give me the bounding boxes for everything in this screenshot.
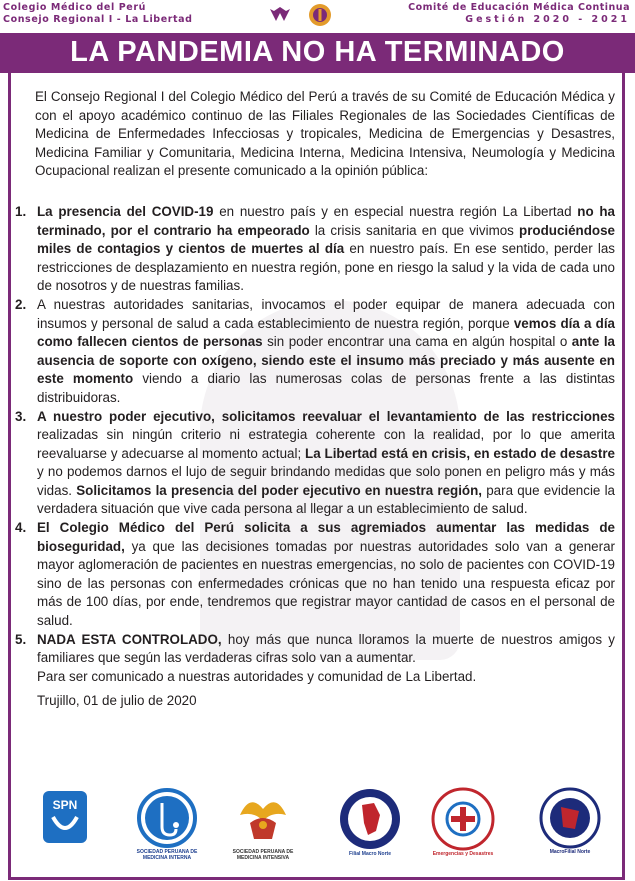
demand-text-bold: La Libertad está en crisis, en estado de desastre [305,445,615,461]
logo-spn [30,787,100,871]
demand-text: y no podemos darnos el lujo de seguir brindando medidas que solo ponen en peligro más y más vidas. [37,464,615,498]
dove-logo-icon [232,787,294,849]
demand-item [15,296,615,408]
logo-macrofilial-norte [535,787,605,871]
demand-text-bold: NADA ESTA CONTROLADO, [37,631,222,647]
emergency-seal-logo-icon [431,787,495,851]
demand-text-bold: El Colegio Médico del Perú solicita a sus agremiados aumentar las medidas de bioseguridad, [37,520,615,554]
internal-medicine-logo-icon [136,787,198,849]
demand-text-bold: La presencia del COVID-19 [37,203,214,219]
header-term: Gestión 2020 - 2021 [465,14,630,25]
demand-number: 4. [15,520,27,536]
header-right [408,2,630,26]
header-left [3,2,193,26]
cmp-logo-icon [268,3,292,27]
demand-text: viendo a diario las numerosas colas de personas frente a las distintas distribuidoras. [37,371,615,405]
intro-paragraph: El Consejo Regional I del Colegio Médico del Perú a través de su Comité de Educación Médica y con el apoyo académico continuo de las Filiales Regionales de las Sociedades Científicas de Medicina de Enfermedades Infecciosas y tropicales, Medicina de Emergencias y Desastres, Medicina Familiar y Comunitaria, Medicina Interna, Medicina Intensiva, Neumología y Medicina Ocupacional realizan el presente comunicado a la opinión pública: [35,89,615,179]
demand-text: sin poder encontrar una cama en algún hospital o [262,334,572,350]
demand-text-bold: vemos día a día como fallecen cientos de personas [37,315,616,350]
map-seal-logo-icon [338,787,402,851]
logo-internal-medicine [132,787,202,871]
demand-number: 3. [15,408,27,424]
sponsor-logos [0,787,635,877]
demand-text-bold: A nuestro poder ejecutivo, solicitamos reevaluar el levantamiento de las restricciones [37,408,615,424]
closing-line: Para ser comunicado a nuestras autoridades y comunidad de La Libertad. [37,668,477,684]
top-header [0,0,635,33]
demand-number: 2. [15,296,27,312]
date-line: Trujillo, 01 de julio de 2020 [37,693,197,709]
demand-text: A nuestras autoridades sanitarias, invocamos el poder equipar de manera adecuada con insumos y personal de salud a cada establecimiento de nuestra región, porque [37,296,615,331]
demand-text: realizadas sin ningún criterio ni estrategia coherente con la realidad, por lo que amerita reevaluarse y adecuarse al momento actual; [37,427,615,461]
demand-text: en nuestro país y en especial nuestra región La Libertad [213,203,578,219]
emergency-disaster-caption: Emergencias y Desastres [432,851,494,857]
spn-logo-text: SPN [52,798,78,812]
header-org-name: Colegio Médico del Perú [3,2,146,13]
macrofilial-seal-logo-icon [539,787,601,849]
logo-filial-macro-norte [335,787,405,871]
demand-item [15,203,615,296]
logo-emergency-disaster [428,787,498,871]
demand-text: la crisis sanitaria en que vivimos [309,222,520,238]
demand-text: ya que las decisiones tomadas por nuestras autoridades solo van a generar mayor aglomeración de pacientes en nuestras emergencias, no solo de pacientes con COVID-19 sino de las personas con enfermedades crónicas que no han tenido una respuesta eficaz por más de 100 días, por ende, tendremos que registrar mayor cantidad de casos en el personal de salud. [37,538,615,629]
demand-text-bold: Solicitamos la presencia del poder ejecutivo en nuestra región, [76,482,482,498]
demand-item [15,519,615,631]
header-committee-name: Comité de Educación Médica Continua [408,2,630,13]
spn-logo-icon [35,787,95,859]
header-council-name: Consejo Regional I - La Libertad [3,14,193,25]
demand-item [15,631,615,668]
title-banner [0,33,635,73]
intensive-medicine-caption: SOCIEDAD PERUANA DE MEDICINA INTENSIVA [232,849,294,861]
regional-council-seal-icon [308,3,332,27]
macrofilial-norte-caption: MacroFilial Norte [549,849,591,855]
logo-intensive-medicine [228,787,298,871]
page-title: LA PANDEMIA NO HA TERMINADO [70,36,565,68]
demand-number: 5. [15,631,27,647]
communique-body [15,88,615,711]
demand-item [15,408,615,520]
demand-text-bold: no ha terminado, por el contrario ha empeorado [37,203,615,238]
demand-text-bold: produciéndose miles de contagios y cientos de muertes al día [37,222,615,257]
demand-text: para que evidencie la verdadera situación que vive cada persona al llegar a un establecimiento de salud. [37,482,615,517]
demand-text: hoy más que nunca lloramos la muerte de nuestros amigos y familiares que según las verdaderas cifras solo van a aumentar. [37,631,615,666]
demand-text: en nuestro país. En ese sentido, perder las restricciones de desplazamiento en nuestra región, pone en riesgo la salud y la vida de cada uno de nosotros y de nuestras familias. [37,241,615,294]
internal-medicine-caption: SOCIEDAD PERUANA DE MEDICINA INTERNA [136,849,198,861]
demand-number: 1. [15,203,27,219]
filial-macro-norte-caption: Filial Macro Norte [349,851,391,857]
demand-text-bold: ante la ausencia de soporte con oxígeno, siendo este el insumo más preciado y más ausente en este momento [37,334,615,387]
demands-list [15,203,615,668]
